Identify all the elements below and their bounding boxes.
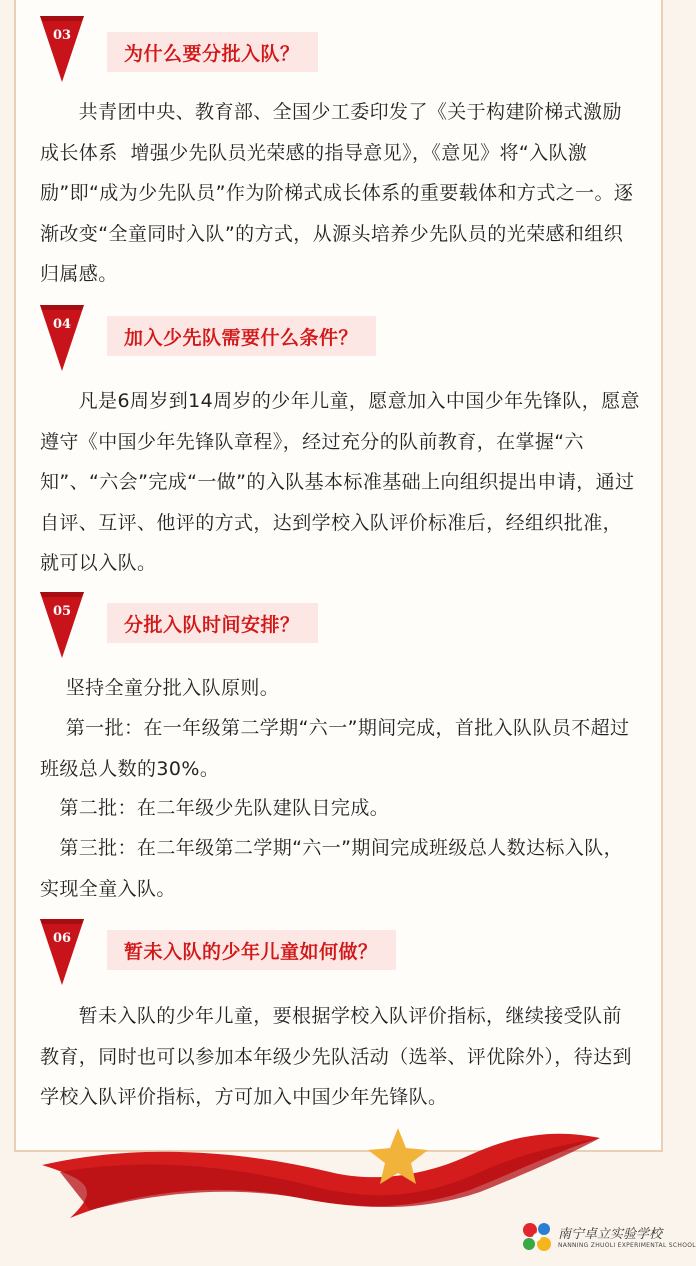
section-number: 05	[52, 604, 72, 619]
pennant-icon	[40, 16, 84, 82]
answer-paragraph: 暂未入队的少年儿童，要根据学校入队评价指标，继续接受队前教育，同时也可以参加本年级少先队活动（选举、评优除外），待达到学校入队评价指标，方可加入中国少年先锋队。	[40, 1005, 632, 1108]
answer-paragraph: 共青团中央、教育部、全国少工委印发了《关于构建阶梯式激励成长体系 增强少先队员光荣感的指导意见》，《意见》将“入队激励”即“成为少先队员”作为阶梯式成长体系的重要载体和方式之一。逐渐改变“全童同时入队”的方式，从源头培养少先队员的光荣感和组织归属感。	[40, 101, 634, 285]
school-logo-icon	[518, 1218, 556, 1256]
question-box	[107, 603, 318, 643]
section-number: 06	[52, 931, 72, 946]
question-title: 暂未入队的少年儿童如何做？	[124, 940, 378, 963]
answer-paragraph: 第一批：在一年级第二学期“六一”期间完成，首批入队队员不超过班级总人数的30%。	[40, 717, 630, 780]
answer-paragraph: 坚持全童分批入队原则。	[40, 677, 280, 699]
question-title: 分批入队时间安排？	[124, 613, 300, 636]
answer-paragraph: 第三批：在二年级第二学期“六一”期间完成班级总人数达标入队，实现全童入队。	[40, 837, 624, 900]
question-box	[107, 930, 396, 970]
section-number: 03	[52, 28, 72, 43]
answer-paragraph: 第二批：在二年级少先队建队日完成。	[40, 797, 390, 819]
school-logo	[518, 1218, 696, 1258]
question-box	[107, 32, 318, 72]
section-number: 04	[52, 317, 72, 332]
pennant-icon	[40, 919, 84, 985]
school-name: 南宁卓立实验学校	[558, 1227, 663, 1242]
pennant-icon	[40, 305, 84, 371]
ribbon-star-decoration	[0, 1110, 677, 1220]
pennant-icon	[40, 592, 84, 658]
school-name-en: NANNING ZHUOLI EXPERIMENTAL SCHOOL	[558, 1242, 696, 1249]
answer-paragraph: 凡是6周岁到14周岁的少年儿童，愿意加入中国少年先锋队，愿意遵守《中国少年先锋队章程》，经过充分的队前教育，在掌握“六知”、“六会”完成“一做”的入队基本标准基础上向组织提出申请，通过自评、互评、他评的方式，达到学校入队评价标准后，经组织批准，就可以入队。	[40, 390, 640, 574]
question-title: 为什么要分批入队？	[124, 42, 300, 65]
question-box	[107, 316, 376, 356]
question-title: 加入少先队需要什么条件？	[124, 326, 359, 349]
